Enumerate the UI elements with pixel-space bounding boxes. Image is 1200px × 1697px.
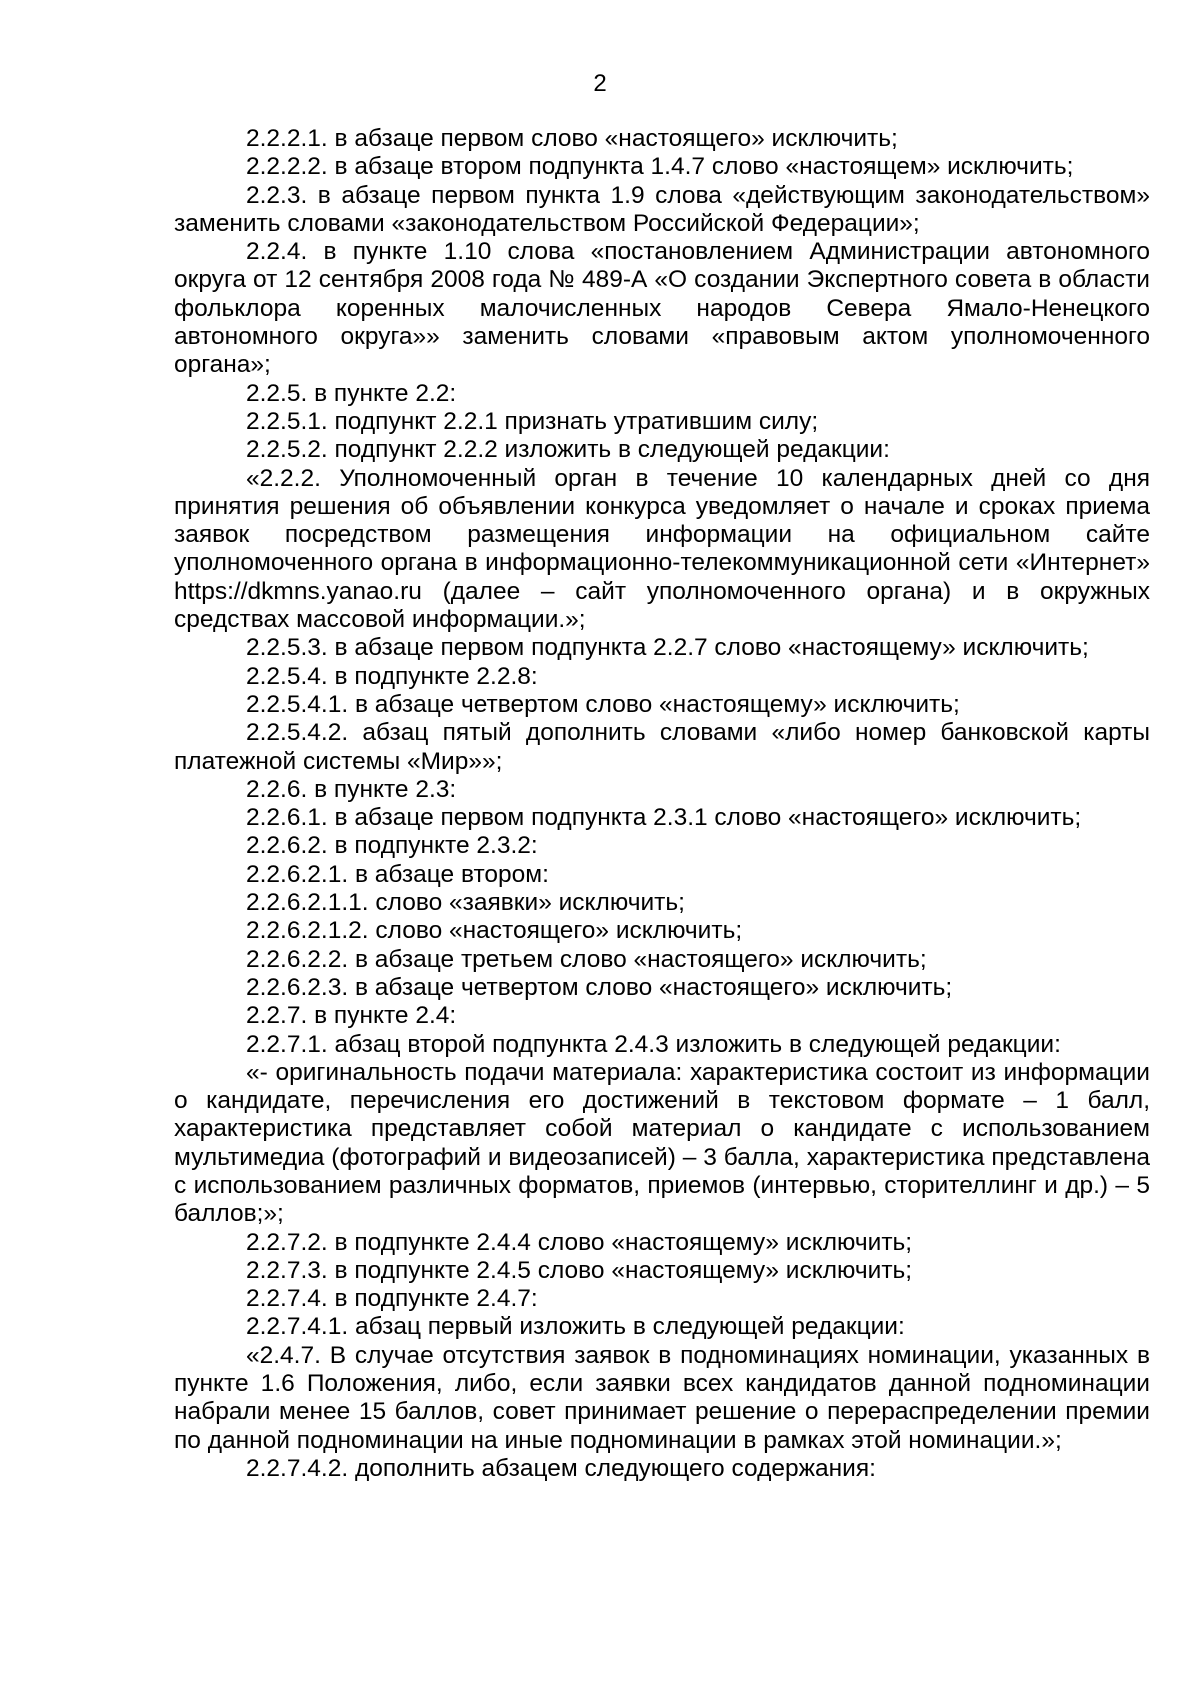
- paragraph: 2.2.2.2. в абзаце втором подпункта 1.4.7 слово «настоящем» исключить;: [246, 153, 1074, 181]
- document-body: [174, 125, 1150, 1483]
- paragraph: 2.2.6.2.2. в абзаце третьем слово «настоящего» исключить;: [246, 945, 927, 973]
- paragraph: «2.2.2. Уполномоченный орган в течение 10 календарных дней со дня принятия решения об объявлении конкурса уведомляет о начале и сроках приема заявок посредством размещения информации на официальном сайте уполномоченного органа в информационно-телекоммуникационной сети «Интернет» https://dkmns.yanao.ru (далее – сайт уполномоченного органа) и в окружных средствах массовой информации.»;: [174, 464, 1150, 634]
- paragraph: 2.2.5.4.1. в абзаце четвертом слово «настоящему» исключить;: [246, 690, 960, 718]
- paragraph: 2.2.7.1. абзац второй подпункта 2.4.3 изложить в следующей редакции:: [246, 1030, 1061, 1058]
- paragraph: 2.2.3. в абзаце первом пункта 1.9 слова «действующим законодательством» заменить словами «законодательством Российской Федерации»;: [174, 181, 1150, 237]
- page-number: 2: [593, 70, 607, 97]
- paragraph: 2.2.7.3. в подпункте 2.4.5 слово «настоящему» исключить;: [246, 1256, 913, 1284]
- paragraph: 2.2.5. в пункте 2.2:: [246, 379, 457, 407]
- paragraph: 2.2.5.3. в абзаце первом подпункта 2.2.7 слово «настоящему» исключить;: [246, 634, 1089, 662]
- paragraph: «- оригинальность подачи материала: характеристика состоит из информации о кандидате, перечисления его достижений в текстовом формате – 1 балл, характеристика представляет собой материал о кандидате с использованием мультимедиа (фотографий и видеозаписей) – 3 балла, характеристика представлена с использованием различных форматов, приемов (интервью, сторителлинг и др.) – 5 баллов;»;: [174, 1058, 1150, 1228]
- paragraph: 2.2.7.4.1. абзац первый изложить в следующей редакции:: [246, 1313, 905, 1341]
- paragraph: 2.2.6. в пункте 2.3:: [246, 775, 457, 803]
- paragraph: 2.2.6.2.1. в абзаце втором:: [246, 860, 549, 888]
- paragraph: 2.2.5.2. подпункт 2.2.2 изложить в следующей редакции:: [246, 436, 890, 464]
- paragraph: 2.2.6.2. в подпункте 2.3.2:: [246, 832, 538, 860]
- paragraph: 2.2.7. в пункте 2.4:: [246, 1002, 457, 1030]
- paragraph: 2.2.7.4. в подпункте 2.4.7:: [246, 1285, 538, 1313]
- paragraph: 2.2.6.2.1.1. слово «заявки» исключить;: [246, 889, 685, 917]
- paragraph: 2.2.6.2.3. в абзаце четвертом слово «настоящего» исключить;: [246, 973, 953, 1001]
- paragraph: 2.2.5.1. подпункт 2.2.1 признать утратившим силу;: [246, 407, 819, 435]
- paragraph: 2.2.4. в пункте 1.10 слова «постановлением Администрации автономного округа от 12 сентября 2008 года № 489-А «О создании Экспертного совета в области фольклора коренных малочисленных народов Севера Ямало-Ненецкого автономного округа»» заменить словами «правовым актом уполномоченного органа»;: [174, 238, 1150, 379]
- paragraph: 2.2.2.1. в абзаце первом слово «настоящего» исключить;: [246, 125, 898, 152]
- paragraph: 2.2.5.4.2. абзац пятый дополнить словами «либо номер банковской карты платежной системы «Мир»»;: [174, 719, 1150, 775]
- paragraph: 2.2.6.2.1.2. слово «настоящего» исключить;: [246, 917, 743, 945]
- paragraph: 2.2.5.4. в подпункте 2.2.8:: [246, 662, 538, 690]
- paragraph: «2.4.7. В случае отсутствия заявок в подноминациях номинации, указанных в пункте 1.6 Положения, либо, если заявки всех кандидатов данной подноминации набрали менее 15 баллов, совет принимает решение о перераспределении премии по данной подноминации на иные подноминации в рамках этой номинации.»;: [174, 1341, 1150, 1454]
- paragraph: 2.2.7.4.2. дополнить абзацем следующего содержания:: [246, 1454, 876, 1482]
- paragraph: 2.2.6.1. в абзаце первом подпункта 2.3.1 слово «настоящего» исключить;: [246, 804, 1082, 832]
- paragraph: 2.2.7.2. в подпункте 2.4.4 слово «настоящему» исключить;: [246, 1228, 913, 1256]
